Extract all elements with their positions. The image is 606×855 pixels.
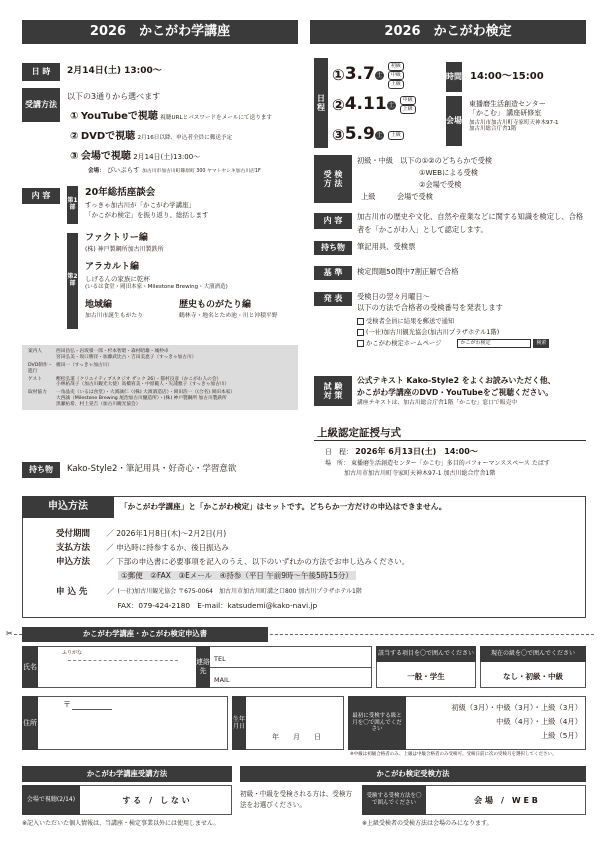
tel-label: TEL [214,655,226,663]
search-box: かこがわ検定 [457,339,531,348]
venue-info: 会場： びいぷらす 加古川市加古川町篠原町 300 ヤマトヤシキ加古川店1F [88,166,261,174]
apply-rows: 受付期間 ／ 2026年1月8日(木)〜2月2日(月) 支払方法 ／ 申込時に持参するか、後日振込み 申込方法 ／ 下部の申込書に必要事項を記入のうえ、以下のいずれかの方法でお申し込みください。 ①郵便 ②FAX ③Eメール ④持参（平日 午前9時〜午後5時15分） 申 込 先 ／ (一社)加古川観光協会 〒675-0064 加古川市加古川町溝之口800 加古川プラザホテル1階 FAX：079-424-2180 E-mail：katsudemi@kako-navi.jp [56,529,410,610]
exam-time: 14:00〜15:00 [470,71,544,82]
part1-label: 第1部 [67,186,78,224]
exam-date-1: ① 3.7 土 初級 中級 上級 [332,60,442,90]
exam-header: 2026 かこがわ検定 [310,20,586,44]
apply-methods: ①郵便 ②FAX ③Eメール ④持参（平日 午前9時〜午後5時15分） [118,571,356,580]
credits-box: 案内人 西田昌弘・岩坂嶺一郎・杉本智昭・森村昭雄・城仲卓 宮田弘美・坂口勝洋・加藤武比古・吉田美恵子（すっきゃ加古川） DVD制作・進行 榎田一（すっきゃ加古川） ゲスト 樫松弘道（クリエイティブスタジオ ザック 26）・都村良彦（かこがわ人の会） 小林祐哉子（加古川観光大使）高橋宥美・中原範人・矢浦雅子（すっきゃ加古川） 取材協力 一角晶史（いるは食堂）・大濱誠仁（(株) 大濱酒造店）・岡田浩一（(合名) 岡田本家） 大西誠（Milestone Brewing 尾治加古川醸造所）・(株) 神戸製鋼所 加古川製鉄所 黒瀬祐希、村上晃吉（加古川観光協会） [22,345,298,410]
exam-venue-label: 会場 [446,96,462,146]
course-options[interactable]: す る / し な い [122,796,190,805]
birth-field[interactable] [232,696,344,750]
level-options[interactable]: なし・初級・中級 [503,672,563,681]
search-button: 検索 [533,339,549,348]
address-label: 住所 [22,696,38,750]
exam-method-label: 受 検 方 法 [314,155,352,203]
part1-content: 20年総括座談会 すっきゃ加古川が「かこがわ学講座」 「かこがわ検定」を振り返り、総括します [85,187,209,219]
measures-label: 試 験 対 策 [314,376,352,406]
wish-footnote: ※中級は初級合格者のみ、上級は中級合格者のみ受検可。受検日前に次の受検月を選択してください。 [350,752,557,757]
address-field[interactable] [22,696,228,750]
name-label: 氏名 [22,646,38,688]
lecture-date: 2月14日(土) 13:00〜 [67,66,162,76]
exam-time-label: 時間 [446,62,462,92]
lecture-options [70,111,300,175]
exam-items: 筆記用具、受検票 [357,242,416,251]
scissors-icon: ✂ [6,629,13,638]
apply-note: 「かこがわ学講座」と「かこがわ検定」はセットです。どちらか一方だけの申込はできません。 [120,502,447,511]
course-label: 会場で視聴(2/14) [22,785,80,815]
lecture-apply-intro: 以下の3通りから選べます [67,92,161,101]
exam-method-options[interactable]: 会 場 / W E B [474,796,538,805]
exam-method-title: かこがわ検定受検方法 [240,766,586,782]
measures: 公式テキスト Kako-Style2 をよくお読みいただく他、 かこがわ学講座のDVD・YouTubeをご視聴ください。 講座テキストは、加古川総合庁舎1階「かこむ」窓口で販売中 [357,376,556,407]
option-youtube: ① YouTubeで視聴 視聴URLとパスワードをメールにて送ります [70,111,272,122]
exam-standard-label: 基 準 [314,266,352,280]
course-title: かこがわ学講座受講方法 [22,766,232,782]
exam-content-label: 内 容 [314,213,352,229]
exam-method-note: 初級・中級を受検される方は、受検方法をお選びください。 [240,790,353,809]
category-label: 該当する項目を〇で囲んでください [376,646,476,662]
part2-label: 第2部 [67,233,78,329]
lecture-header: 2026 かこがわ学講座 [22,20,298,44]
wish-label: 最初に受検する級と月を〇で囲んでください [348,696,406,750]
exam-items-label: 持ち物 [314,241,352,255]
announce-label: 発 表 [314,292,352,306]
cert-info: 日 程： 2026年 6月13日(土) 14:00〜 場 所： 東播磨生活創造センター「かこむ」多目的パフォーマンススペース たばす 加古川市加古川町寺家町天神木97-1 加古川総合庁舎1階 [325,447,550,477]
birth-label: 生年月日 [232,696,246,750]
lecture-apply-label: 受講方法 [22,88,60,122]
cert-title: 上級認定証授与式 [317,427,401,439]
cert-divider [314,440,586,441]
exam-date-label: 日程 [314,58,328,148]
exam-date-2: ② 4.11 土 中級 上級 [332,90,442,120]
exam-venue: 東播磨生活創造センター 「かこむ」 講座研修室 加古川市加古川町寺家町天神木97-1 加古川総合庁舎1階 [469,100,559,133]
exam-date-3: ③ 5.9 土 上級 [332,120,442,150]
postal-mark: 〒 [63,700,71,709]
wish-options[interactable]: 初級（3月）・中級（3月）・上級（3月） 中級（4月）・上級（4月） 上級（5月） [451,703,582,740]
exam-method: 初級・中級 以下の①②のどちらかで受検 ①WEBによる受検 ②会場で受検 上級 会場で受検 [357,156,493,201]
upper-exam-note: ※上級受検者の受検方法は会場のみになります。 [362,820,493,827]
furigana-label: ふりがな [62,650,83,656]
part2-content: ファクトリー編 (株) 神戸製鋼所加古川製鉄所 アラカルト編 しげるんの家族に乾杯 (いるは食堂・岡田本家・Milestone Brewing・大濱酒造) 地域編 加古川市誕生もがたり 歴史ものがたり編 鶴林寺・地名とため池・川と沖積平野 [85,233,278,320]
exam-content: 加古川市の歴史や文化、自然や産業などに関する知識を検定し、合格者を「かこがわ人」として認定します。 [357,212,584,234]
birth-value: 年 月 日 [272,733,321,741]
exam-standard: 検定問題50問中7割正解で合格 [357,267,459,276]
option-dvd: ② DVDで視聴 2月16日以降、申込者全員に郵送予定 [70,131,233,142]
mail-label: MAIL [214,676,230,684]
privacy-note: ※記入いただいた個人情報は、当講座・検定事業以外には使用しません。 [22,820,220,827]
announce: 受検日の翌々月曜日〜 以下の方法で合格者の受検番号を発表します 受検者全員に結果を郵送で通知 (一社)加古川観光協会(加古川プラザホテル1階) かこがわ検定ホームページ かこがわ検定 検索 [357,291,585,349]
lecture-content-label: 内 容 [22,188,60,204]
contact-label: 連絡先 [196,646,210,688]
exam-method-field-label: 受験する受検方法を〇で囲んでください [362,785,426,815]
apply-title: 申込方法 [22,496,114,518]
lecture-date-label: 日 時 [22,63,60,81]
level-label: 現在の級を〇で囲んでください [480,646,586,662]
lecture-items-label: 持ち物 [22,462,60,478]
exam-dates [332,60,442,150]
lecture-items: Kako-Style2・筆記用具・好奇心・学習意欲 [67,464,237,474]
form-title: かこがわ学講座・かこがわ検定申込書 [22,627,268,642]
option-venue: ③ 会場で視聴 2月14日(土)13:00〜 [70,151,201,162]
category-options[interactable]: 一般・学生 [407,672,445,681]
